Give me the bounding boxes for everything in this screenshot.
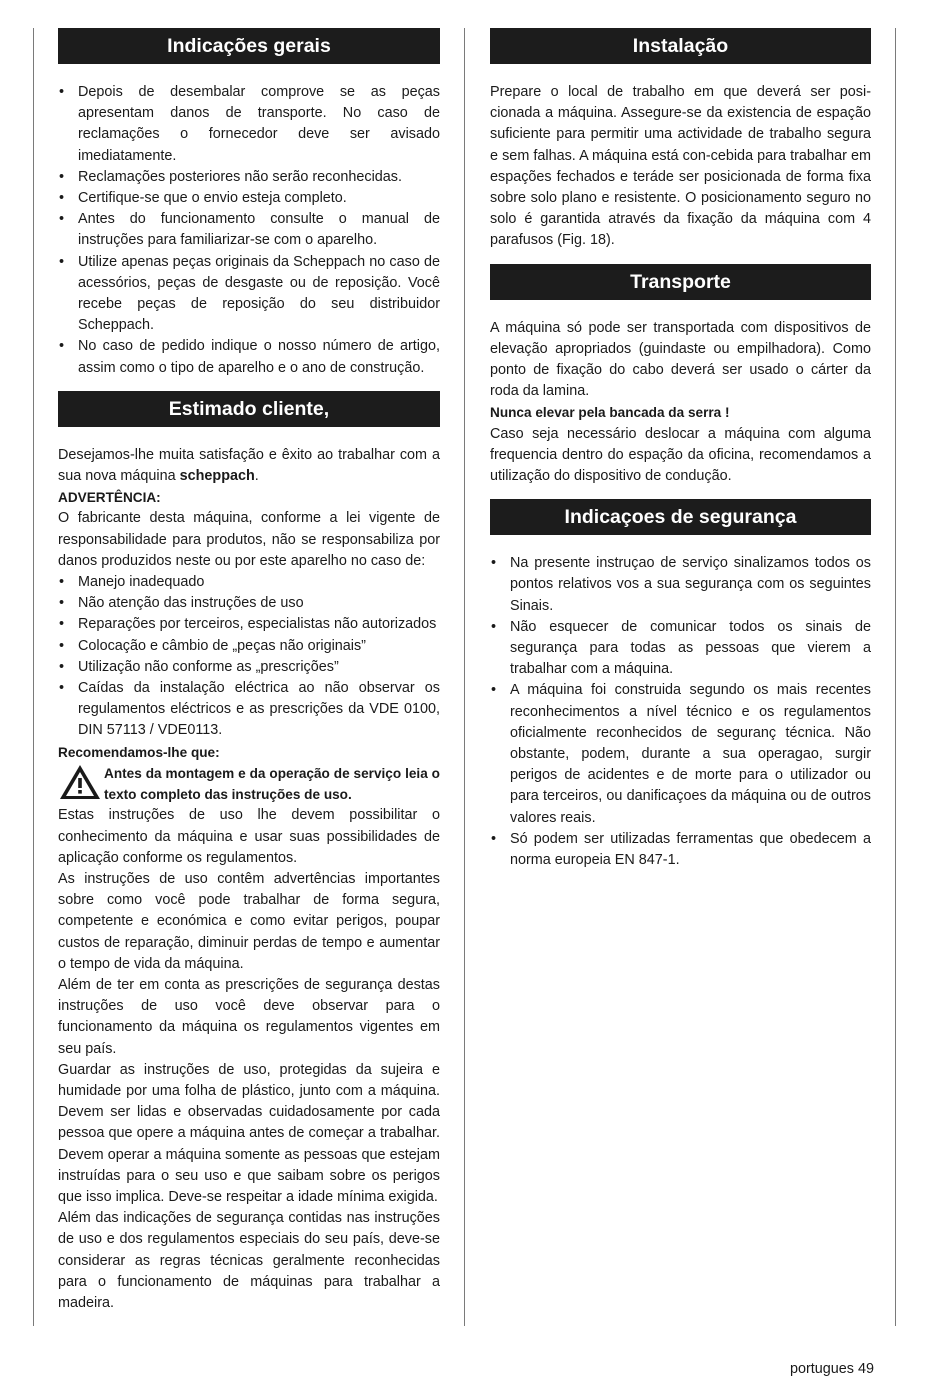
intro-text: Desejamos-lhe muita satisfação e êxito ao trabalhar com a sua nova máquina [58, 446, 440, 485]
list-item: • Não esquecer de comunicar todos os sinais de segurança para todas as pessoas que vierem a trabalhar com a máquina. [490, 617, 871, 681]
transport-text-2: Caso seja necessário deslocar a máquina com alguma frequencia dentro do espação da oficina, recomendamos a utilização do dispositivo de condução. [490, 425, 871, 485]
general-bullet-list [58, 82, 440, 379]
list-item: • Manejo inadequado [58, 572, 440, 593]
list-item: • Antes do funcionamento consulte o manual de instruções para familiarizar-se com o aparelho. [58, 209, 440, 251]
recommend-warning-text: Antes da montagem e da operação de serviço leia o texto completo das instruções de uso. [104, 765, 440, 803]
transport-text: A máquina só pode ser transportada com dispositivos de elevação apropriados (guindaste ou empilhadora). Como ponto de fixação do cabo deverá ser usado o cárter da roda da lamina. [490, 319, 871, 400]
recommend-warning [58, 763, 440, 805]
recommend-label: Recomendamos-lhe que: [58, 744, 220, 760]
customer-heading: Estimado cliente, [58, 391, 440, 427]
warning-text: O fabricante desta máquina, conforme a lei vigente de responsabilidade para produtos, não se responsabiliza por danos produzidos neste ou por este aparelho no caso de: [58, 510, 440, 569]
paragraph: Guardar as instruções de uso, protegidas da sujeira e humidade por uma folha de plástico, junto com a máquina. Devem ser lidas e observadas cuidadosamente por cada pessoa que opere a máquina antes de começar a trabalhar. Devem operar a máquina somente as pessoas que estejam instruídas para o seu uso e que saibam sobre os perigos que isso implica. Deve-se respeitar a idade mínima exigida. [58, 1061, 440, 1205]
list-item: • Utilização não conforme as „prescrições” [58, 657, 440, 678]
list-item: • No caso de pedido indique o nosso número de artigo, assim como o tipo de aparelho e o ano de construção. [58, 336, 440, 378]
paragraph: Além das indicações de segurança contidas nas instruções de uso e dos regulamentos especiais do seu país, deve-se considerar as regras técnicas geralmente reconhecidas para o funcionamento de máquinas para trabalhar a madeira. [58, 1210, 440, 1311]
right-margin-rule [895, 28, 896, 1326]
list-item: • Reclamações posteriores não serão reconhecidas. [58, 167, 440, 188]
installation-text: Prepare o local de trabalho em que deverá ser posi-cionada a máquina. Assegure-se da existencia de espação suficiente para permitir uma actividade de trabalho segura e sem falhas. A máquina está con-cebida para trabalhar em espações fechados e teráde ser posicionada de forma fixa sobre solo plano e resistente. O posicionamento seguro no solo é garantida através da fixação da máquina com 4 parafusos (Fig. 18). [490, 84, 871, 249]
installation-heading: Instalação [490, 28, 871, 64]
paragraph: Além de ter em conta as prescrições de segurança destas instruções de uso você deve observar para o funcionamento da máquina os regulamentos vigentes em seu país. [58, 976, 440, 1057]
customer-section [58, 445, 440, 1314]
paragraph: Estas instruções de uso lhe devem possibilitar o conhecimento da máquina e usar suas possibilidades de aplicação conforme os regulamentos. [58, 807, 440, 866]
list-item: • Depois de desembalar comprove se as peças apresentam danos de transporte. No caso de reclamações o fornecedor deve ser avisado imediatamente. [58, 82, 440, 167]
list-item: • Na presente instruçao de serviço sinalizamos todos os pontos relativos vos a sua segurança com os seguintes Sinais. [490, 553, 871, 617]
customer-intro [58, 445, 440, 487]
warning-triangle-icon [58, 763, 102, 801]
safety-bullet-list [490, 553, 871, 871]
list-item: • Caídas da instalação eléctrica ao não observar os regulamentos eléctricos e as prescrições da VDE 0100, DIN 57113 / VDE0113. [58, 678, 440, 742]
left-column [58, 28, 440, 1314]
list-item: • Só podem ser utilizadas ferramentas que obedecem a norma europeia EN 847-1. [490, 829, 871, 871]
general-heading: Indicações gerais [58, 28, 440, 64]
transport-heading: Transporte [490, 264, 871, 300]
list-item: • Colocação e câmbio de „peças não originais” [58, 636, 440, 657]
paragraph: As instruções de uso contêm advertências importantes sobre como você pode trabalhar de forma segura, competente e económica e como evitar perigos, poupar custos de reparação, diminuir perdas de tempo e aumentar o tempo de vida da máquina. [58, 870, 440, 972]
list-item: • Utilize apenas peças originais da Scheppach no caso de acessórios, peças de desgaste ou de reposição. Você recebe peças de reposição do seu distribuidor Scheppach. [58, 252, 440, 337]
list-item: • Reparações por terceiros, especialistas não autorizados [58, 614, 440, 635]
right-column [490, 28, 871, 871]
safety-heading: Indicaçoes de segurança [490, 499, 871, 535]
left-margin-rule [33, 28, 34, 1326]
list-item: • A máquina foi construida segundo os mais recentes reconhecimentos a nível técnico e os regulamentos oficialmente reconhecidos de seguranç técnica. Não obstante, podem, durante a sua operagao, surgir perigos de acidentes e de morte para o utilizador ou para terceiros, ou danificaçoes da máquina ou de outros valores reais. [490, 680, 871, 828]
warning-label: ADVERTÊNCIA: [58, 490, 161, 506]
list-item: • Certifique-se que o envio esteja completo. [58, 188, 440, 209]
center-column-rule [464, 28, 465, 1326]
liability-bullet-list [58, 572, 440, 742]
intro-end: . [254, 468, 259, 485]
page-number: portugues 49 [789, 1361, 874, 1377]
list-item: • Não atenção das instruções de uso [58, 593, 440, 614]
brand-name: scheppach [179, 468, 255, 485]
transport-warning: Nunca elevar pela bancada da serra ! [490, 405, 730, 421]
